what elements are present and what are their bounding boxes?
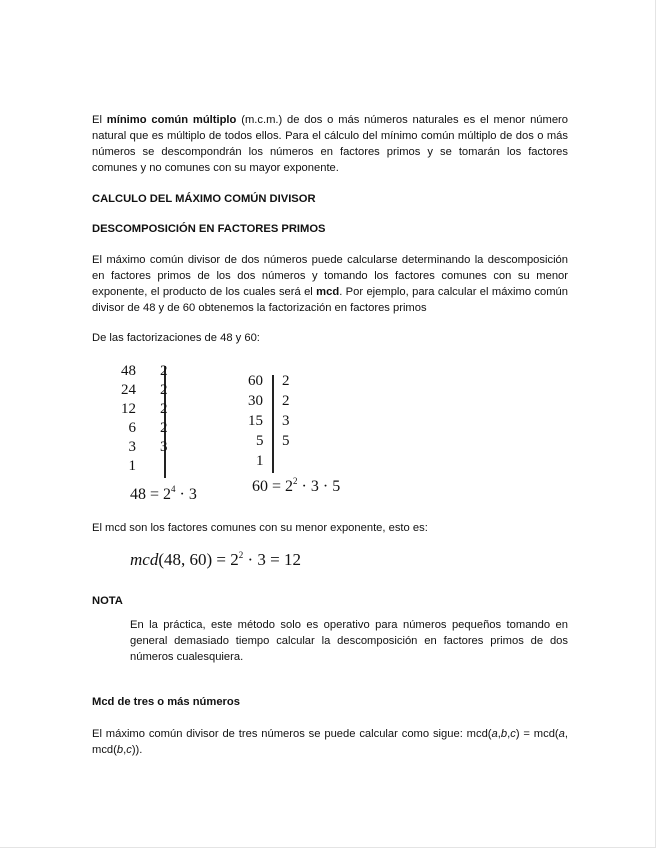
t60-right: 2	[282, 393, 290, 409]
t48-left: 48	[121, 363, 136, 379]
t60-left: 30	[248, 393, 263, 409]
factor-table-60	[228, 373, 318, 473]
mcd-formula: mcd(48, $60) = 2^2 \cdot 3 = 12$	[130, 550, 301, 569]
t48-right: 2	[160, 363, 168, 379]
t60-right: 2	[282, 373, 290, 389]
t48-left: 1	[128, 458, 136, 474]
heading-descomposicion: DESCOMPOSICIÓN EN FACTORES PRIMOS	[92, 223, 326, 235]
factor-intro: De las factorizaciones de 48 y 60:	[92, 332, 260, 344]
mcm-term: mínimo común múltiplo	[106, 114, 237, 126]
nota-title: NOTA	[92, 595, 123, 607]
t60-left: 60	[248, 373, 263, 389]
t60-left: 5	[256, 433, 264, 449]
t60-right: 5	[282, 433, 290, 449]
final-paragraph: El máximo común divisor de tres números se puede calcular como sigue: mcd(a,b,c) = mcd(a, mcd(b,c)).	[92, 728, 568, 756]
t48-right: 2	[160, 382, 168, 398]
intro-paragraph: El mínimo común múltiplo (m.c.m.) de dos o más números naturales es el menor número natural que es múltiplo de todos ellos. Para el cálculo del mínimo común múltiplo de dos o más números se descompondrán los números en factores primos y se tomarán los factores comunes y no comunes con su mayor exponente.	[92, 114, 569, 174]
mcd-text: El mcd son los factores comunes con su menor exponente, esto es:	[92, 522, 428, 534]
t60-left: 15	[248, 413, 263, 429]
factor-table-48	[110, 363, 200, 483]
result-60: $60 = 2^2 \cdot 3 \cdot 5$	[252, 476, 341, 495]
t60-left: 1	[256, 453, 264, 469]
t60-right: 3	[282, 413, 290, 429]
t48-left: 24	[121, 382, 136, 398]
t48-left: 6	[128, 420, 136, 436]
t48-right: 2	[160, 420, 168, 436]
nota-text: En la práctica, este método solo es operativo para números pequeños tomando en general demasiado tiempo calcular la descomposición en factores primos de dos números cualesquiera.	[130, 619, 568, 663]
result-48: $48 = 2^4 \cdot 3$	[130, 484, 197, 503]
t48-right: 3	[160, 439, 168, 455]
heading-tres-numeros: Mcd de tres o más números	[92, 696, 240, 708]
t48-left: 12	[121, 401, 136, 417]
t48-right: 2	[160, 401, 168, 417]
t48-left: 3	[128, 439, 136, 455]
mcd-paragraph: El máximo común divisor de dos números puede calcularse determinando la descomposición en factores primos de los dos números y tomando los factores comunes con su menor exponente, el producto de los cuales será el mcd. Por ejemplo, para calcular el máximo común divisor de 48 y de 60 obtenemos la factorización en factores primos	[92, 254, 569, 314]
heading-calculo-mcd: CALCULO DEL MÁXIMO COMÚN DIVISOR	[92, 193, 316, 205]
